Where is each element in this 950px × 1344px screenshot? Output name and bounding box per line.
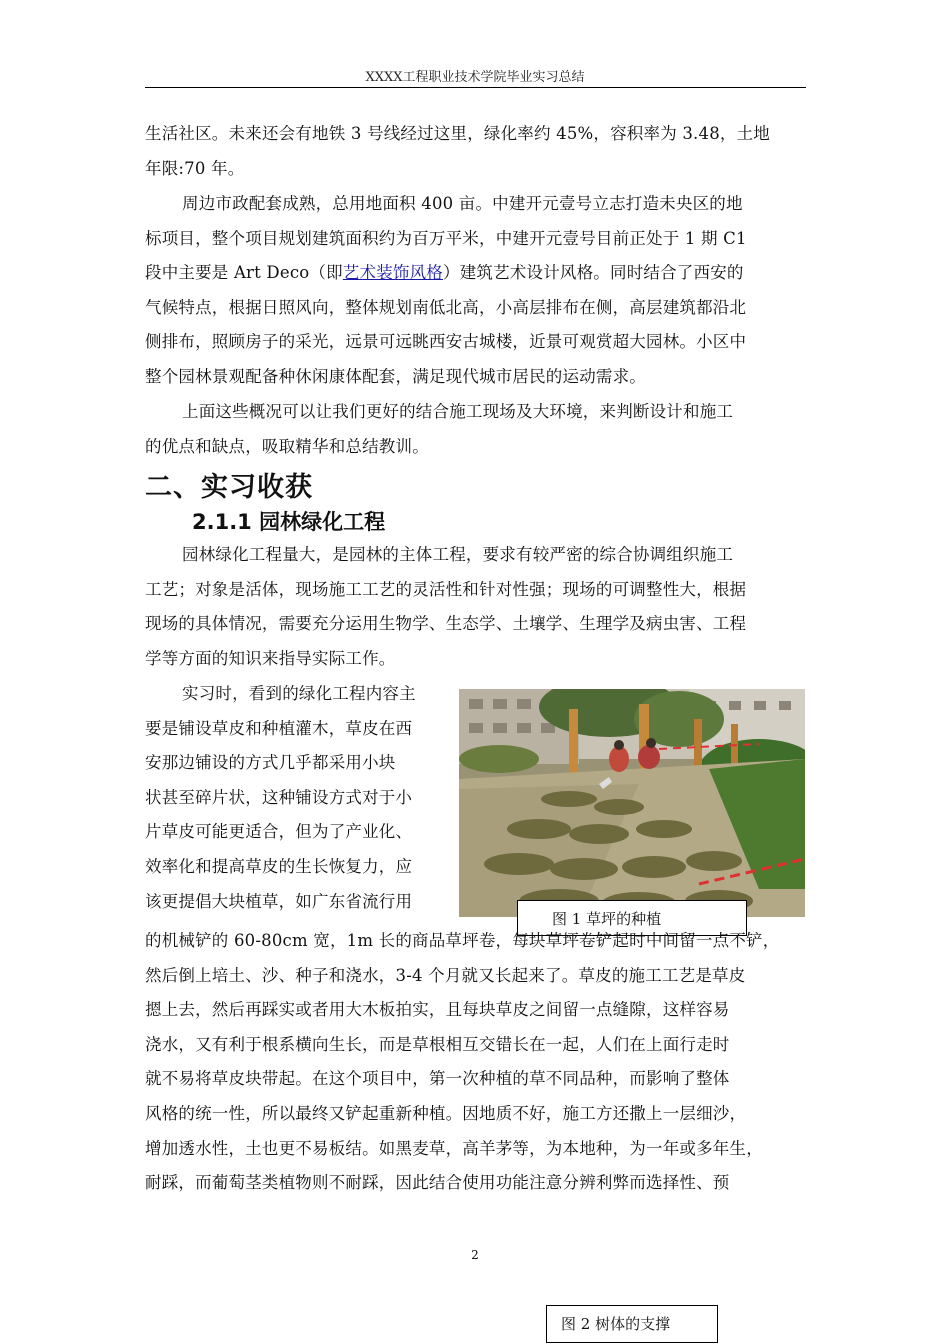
text-line: 浇水，又有利于根系横向生长，而是草根相互交错长在一起，人们在上面行走时 (145, 1034, 730, 1054)
header-divider (145, 87, 806, 88)
paragraph-summary (145, 395, 808, 464)
text-line: 然后倒上培土、沙、种子和浇水，3-4 个月就又长起来了。草皮的施工工艺是草皮 (145, 965, 746, 985)
text-line: 片草皮可能更适合，但为了产业化、 (145, 822, 413, 842)
page-header: XXXX工程职业技术学院毕业实习总结 (365, 70, 585, 85)
text-line: 学等方面的知识来指导实际工作。 (145, 648, 396, 668)
text-line (145, 256, 808, 291)
text-line: 标项目，整个项目规划建筑面积约为百万平米，中建开元壹号目前正处于 1 期 C1 (145, 228, 747, 248)
text-line: 要是铺设草皮和种植灌木，草皮在西 (145, 718, 413, 738)
page-number: 2 (471, 1248, 479, 1262)
text-line: 上面这些概况可以让我们更好的结合施工现场及大环境，来判断设计和施工 (182, 402, 734, 421)
text-line: 现场的具体情况，需要充分运用生物学、生态学、土壤学、生理学及病虫害、工程 (145, 614, 747, 634)
paragraph-turf-laying (145, 677, 450, 919)
text-line: 周边市政配套成熟，总用地面积 400 亩。中建开元壹号立志打造未央区的地 (182, 194, 743, 213)
text-line: 风格的统一性，所以最终又铲起重新种植。因地质不好，施工方还撒上一层细沙， (145, 1103, 747, 1123)
text-span: 段中主要是 Art Deco（即 (145, 263, 343, 283)
text-line: 效率化和提高草皮的生长恢复力，应 (145, 856, 413, 876)
text-line: 气候特点，根据日照风向，整体规划南低北高，小高层排布在侧，高层建筑都沿北 (145, 297, 747, 317)
paragraph-turf-details (145, 924, 808, 1201)
text-line: 该更提倡大块植草，如广东省流行用 (145, 891, 413, 911)
text-line: 侧排布，照顾房子的采光，远景可远眺西安古城楼，近景可观赏超大园林。小区中 (145, 332, 747, 352)
text-line: 整个园林景观配备种休闲康体配套，满足现代城市居民的运动需求。 (145, 366, 646, 386)
text-line: 摁上去，然后再踩实或者用大木板拍实，且每块草皮之间留一点缝隙，这样容易 (145, 1000, 730, 1020)
art-deco-link[interactable]: 艺术装饰风格 (342, 263, 443, 283)
turf-planting-photo (459, 689, 805, 917)
paragraph-landscaping-intro (145, 538, 808, 676)
paragraph-community-overview (145, 117, 808, 186)
text-line: 的机械铲的 60-80cm 宽，1m 长的商品草坪卷，每块草坪卷铲起时中间留一点不铲， (145, 931, 780, 950)
text-line: 实习时，看到的绿化工程内容主 (182, 684, 416, 703)
subsection-heading: 2.1.1 园林绿化工程 (192, 510, 386, 534)
section-heading: 二、实习收获 (145, 472, 313, 503)
text-line: 安那边铺设的方式几乎都采用小块 (145, 753, 396, 773)
text-line: 耐踩，而葡萄茎类植物则不耐踩，因此结合使用功能注意分辨利弊而选择性、预 (145, 1173, 730, 1193)
text-line: 生活社区。未来还会有地铁 3 号线经过这里，绿化率约 45%，容积率为 3.48，土地 (145, 124, 770, 143)
text-line: 年限:70 年。 (145, 158, 245, 178)
text-line: 园林绿化工程量大，是园林的主体工程，要求有较严密的综合协调组织施工 (182, 545, 734, 564)
text-span: ）建筑艺术设计风格。同时结合了西安的 (443, 263, 744, 283)
text-line: 的优点和缺点，吸取精华和总结教训。 (145, 436, 429, 456)
text-line: 状甚至碎片状，这种铺设方式对于小 (145, 787, 413, 807)
paragraph-municipal-facilities (145, 187, 808, 395)
text-line: 就不易将草皮块带起。在这个项目中，第一次种植的草不同品种，而影响了整体 (145, 1069, 730, 1089)
text-line: 工艺；对象是活体，现场施工工艺的灵活性和针对性强；现场的可调整性大，根据 (145, 579, 747, 599)
figure-2-caption: 图 2 树体的支撑 (546, 1305, 718, 1343)
figure-1-caption: 图 1 草坪的种植 (517, 900, 747, 936)
text-line: 增加透水性，土也更不易板结。如黑麦草，高羊茅等，为本地种，为一年或多年生， (145, 1138, 763, 1158)
